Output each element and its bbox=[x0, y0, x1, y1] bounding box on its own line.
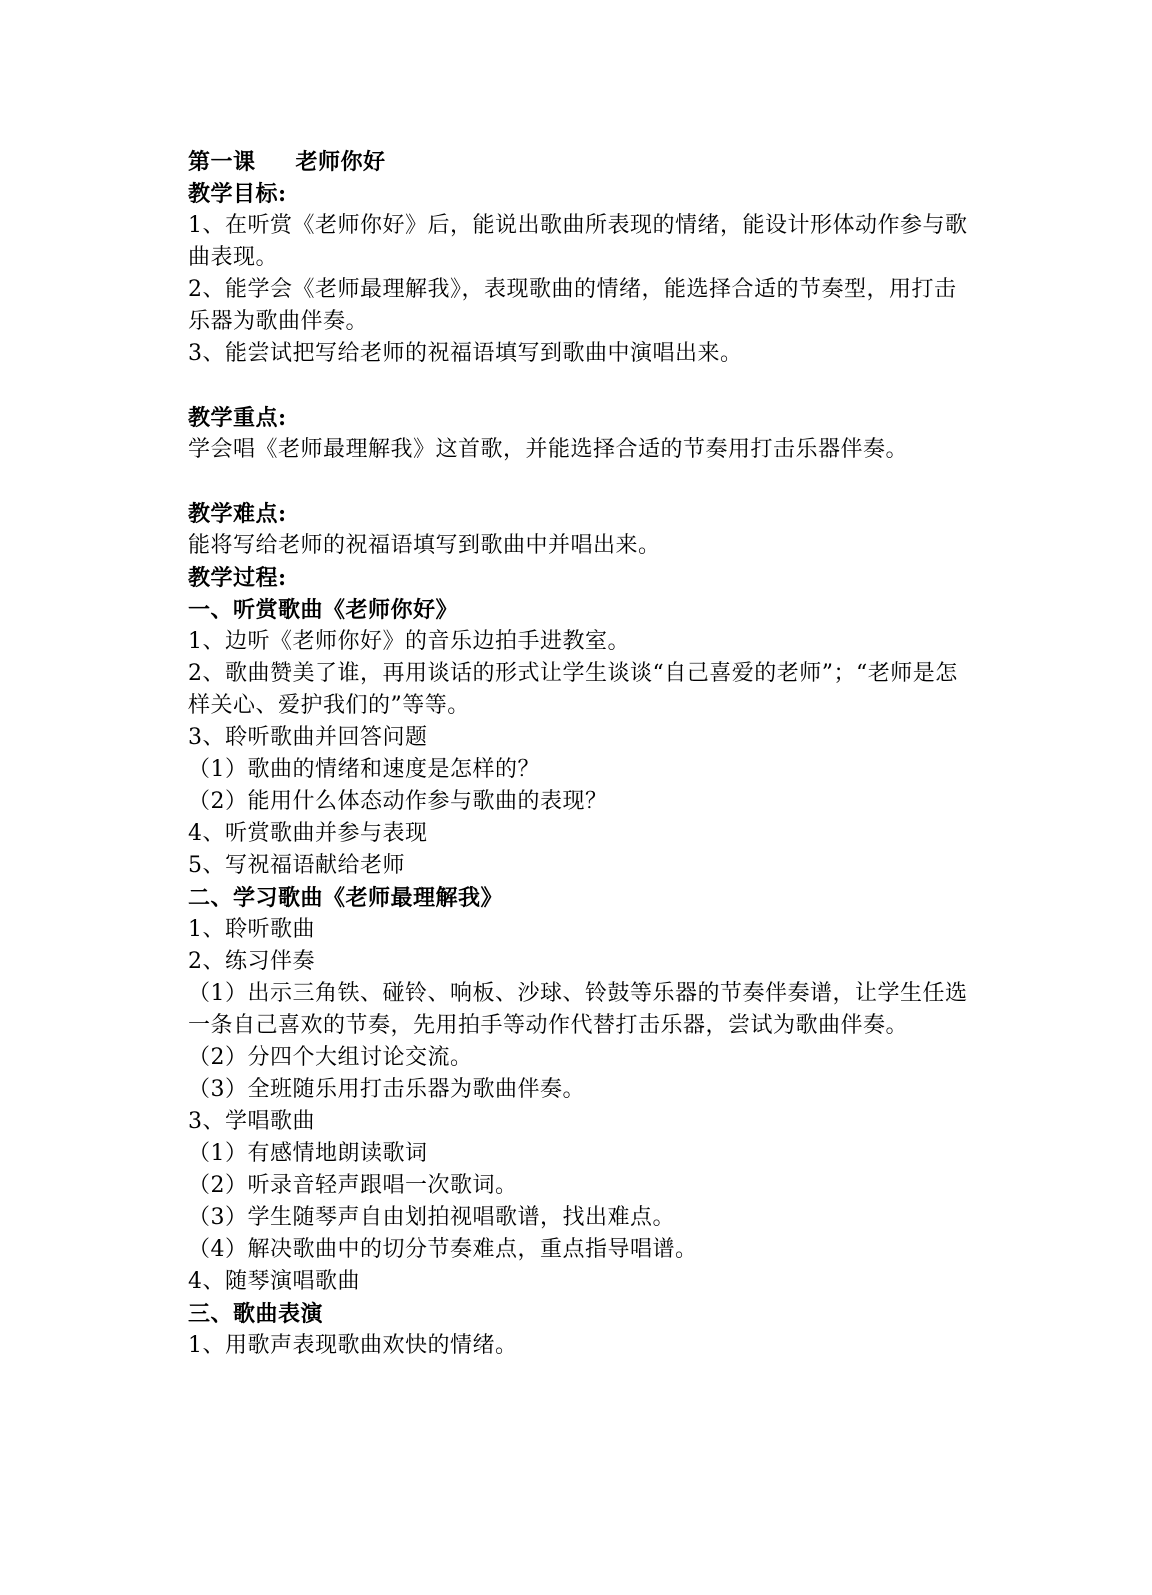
part2-item-7: （1）有感情地朗读歌词 bbox=[188, 1141, 428, 1166]
lesson-name: 老师你好 bbox=[295, 149, 386, 175]
key-points-heading: 教学重点: bbox=[188, 405, 287, 431]
part2-item-4: （2）分四个大组讨论交流。 bbox=[188, 1045, 473, 1070]
difficulties-text: 能将写给老师的祝福语填写到歌曲中并唱出来。 bbox=[188, 533, 661, 558]
difficulties-heading: 教学难点: bbox=[188, 501, 287, 527]
part2-item-3: （1）出示三角铁、碰铃、响板、沙球、铃鼓等乐器的节奏伴奏谱，让学生任选一条自己喜欢的节奏，先用拍手等动作代替打击乐器，尝试为歌曲伴奏。 bbox=[188, 981, 968, 1038]
part2-item-5: （3）全班随乐用打击乐器为歌曲伴奏。 bbox=[188, 1077, 585, 1102]
part3-heading: 三、歌曲表演 bbox=[188, 1301, 324, 1327]
part2-item-9: （3）学生随琴声自由划拍视唱歌谱，找出难点。 bbox=[188, 1205, 675, 1230]
document-page bbox=[188, 146, 968, 1362]
part1-item-7: 5、写祝福语献给老师 bbox=[188, 853, 405, 878]
part2-item-8: （2）听录音轻声跟唱一次歌词。 bbox=[188, 1173, 518, 1198]
objectives-heading: 教学目标: bbox=[188, 181, 287, 207]
part1-heading: 一、听赏歌曲《老师你好》 bbox=[188, 597, 459, 623]
process-heading: 教学过程: bbox=[188, 565, 287, 591]
part1-item-6: 4、听赏歌曲并参与表现 bbox=[188, 821, 428, 846]
part2-heading: 二、学习歌曲《老师最理解我》 bbox=[188, 885, 504, 911]
key-points-text: 学会唱《老师最理解我》这首歌，并能选择合适的节奏用打击乐器伴奏。 bbox=[188, 437, 909, 462]
objective-item-2: 2、能学会《老师最理解我》，表现歌曲的情绪，能选择合适的节奏型，用打击乐器为歌曲伴奏。 bbox=[188, 277, 957, 334]
part3-item-1: 1、用歌声表现歌曲欢快的情绪。 bbox=[188, 1333, 518, 1358]
part1-item-1: 1、边听《老师你好》的音乐边拍手进教室。 bbox=[188, 629, 630, 654]
lesson-number: 第一课 bbox=[188, 149, 256, 175]
part2-item-1: 1、聆听歌曲 bbox=[188, 917, 315, 942]
objective-item-1: 1、在听赏《老师你好》后，能说出歌曲所表现的情绪，能设计形体动作参与歌曲表现。 bbox=[188, 213, 968, 270]
objective-item-3: 3、能尝试把写给老师的祝福语填写到歌曲中演唱出来。 bbox=[188, 341, 743, 366]
part1-item-2: 2、歌曲赞美了谁，再用谈话的形式让学生谈谈“自己喜爱的老师”；“老师是怎样关心、爱护我们的”等等。 bbox=[188, 661, 958, 718]
part1-item-5: （2）能用什么体态动作参与歌曲的表现？ bbox=[188, 789, 608, 814]
part2-item-11: 4、随琴演唱歌曲 bbox=[188, 1269, 360, 1294]
part1-item-3: 3、聆听歌曲并回答问题 bbox=[188, 725, 428, 750]
part2-item-10: （4）解决歌曲中的切分节奏难点，重点指导唱谱。 bbox=[188, 1237, 698, 1262]
lesson-title bbox=[188, 146, 968, 178]
part2-item-6: 3、学唱歌曲 bbox=[188, 1109, 315, 1134]
part2-item-2: 2、练习伴奏 bbox=[188, 949, 315, 974]
part1-item-4: （1）歌曲的情绪和速度是怎样的？ bbox=[188, 757, 540, 782]
